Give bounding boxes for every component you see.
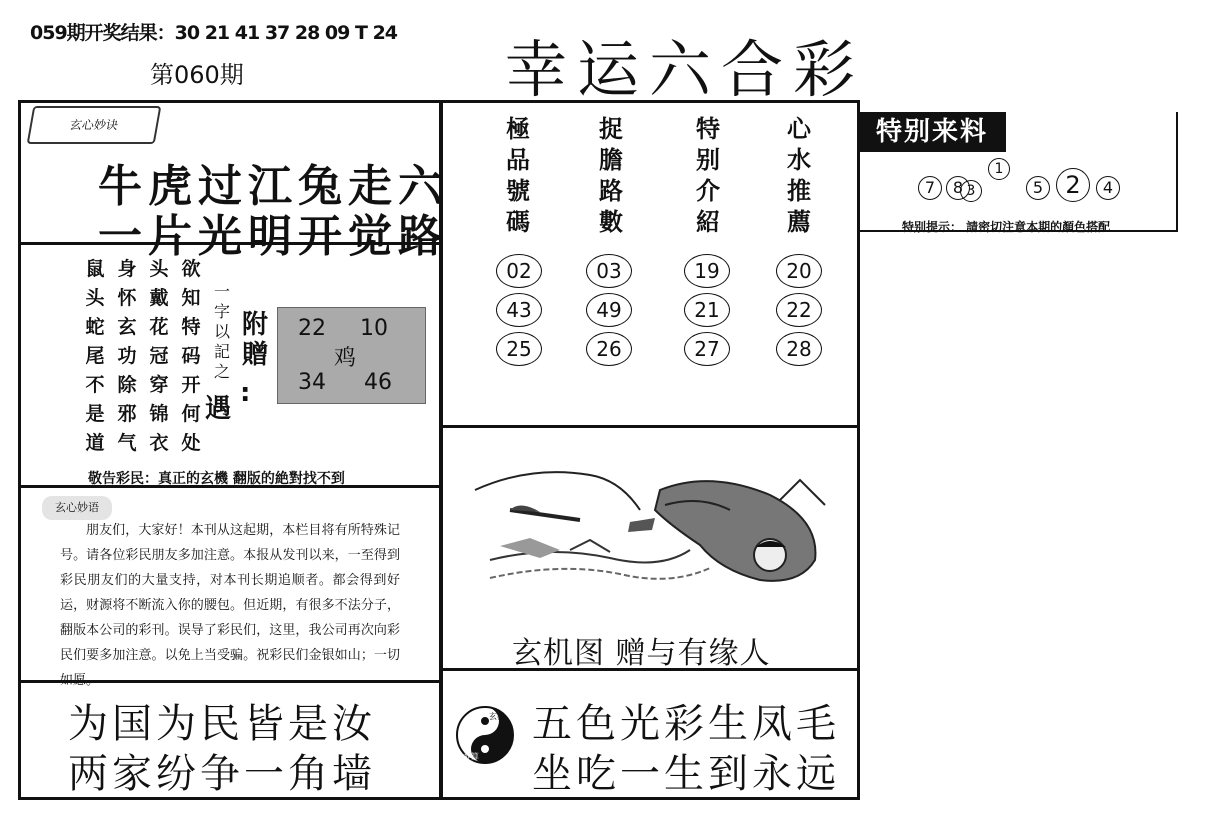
verse-char: 头 (85, 287, 105, 309)
illustration-caption: 玄机图 赠与有缘人 (512, 636, 771, 671)
verse-char: 道 (85, 432, 105, 454)
header-char: 紹 (696, 207, 720, 236)
header-char: 捉 (599, 114, 623, 143)
middle-poem-line-2: 坐吃一生到永远 (532, 751, 840, 797)
header-char: 路 (599, 176, 623, 205)
verse-column-2 (114, 255, 140, 458)
gift-number: 22 (298, 316, 326, 341)
special-number: 8 (946, 176, 970, 200)
header-column-4 (784, 113, 814, 237)
notice-text: 敬告彩民：真正的玄機 翻版的絶對找不到 (88, 471, 345, 487)
special-number: 5 (1026, 176, 1050, 200)
verse-char: 气 (117, 432, 137, 454)
divider (440, 425, 860, 428)
verse-char: 尾 (85, 345, 105, 367)
verse-char: 怀 (117, 287, 137, 309)
verse-char: 不 (85, 374, 105, 396)
verse-char: 是 (85, 403, 105, 425)
verse-column-3 (146, 255, 172, 458)
header-column-2 (596, 113, 626, 237)
header-char: 極 (506, 114, 530, 143)
special-number: 7 (918, 176, 942, 200)
page-title: 幸运六合彩 (505, 33, 866, 106)
header-char: 介 (696, 176, 720, 205)
circled-number: 27 (684, 332, 730, 366)
verse-char: 衣 (149, 432, 169, 454)
verse-char: 处 (181, 432, 201, 454)
gift-number: 46 (364, 370, 392, 395)
verse-column-1 (82, 255, 108, 458)
last-draw-result: 059期开奖结果：30 21 41 37 28 09 T 24 (30, 22, 398, 44)
special-number: 1 (988, 158, 1010, 180)
gift-number: 10 (360, 316, 388, 341)
header-char: 水 (787, 145, 811, 174)
special-number: 3 (960, 180, 982, 202)
special-tip: 特别提示： 請密切注意本期的顏色搭配 (902, 220, 1111, 234)
verse-char: 何 (181, 403, 201, 425)
fu-zeng-label: 附贈 (242, 310, 269, 370)
bottom-poem-line-2: 两家纷争一角墙 (68, 751, 376, 797)
verse-char: 功 (117, 345, 137, 367)
verse-char: 邪 (117, 403, 137, 425)
gift-number: 34 (298, 370, 326, 395)
circled-number: 03 (586, 254, 632, 288)
verse-char: 玄 (117, 316, 137, 338)
verse-char: 蛇 (85, 316, 105, 338)
header-char: 膽 (599, 145, 623, 174)
verse-char: 欲 (181, 258, 201, 280)
middle-poem-line-1: 五色光彩生凤毛 (532, 701, 840, 747)
verse-char: 头 (149, 258, 169, 280)
side-note-last: 遇 (205, 394, 232, 424)
header-char: 號 (506, 176, 530, 205)
verse-char: 身 (117, 258, 137, 280)
verse-column-4 (178, 255, 204, 458)
special-number: 2 (1056, 168, 1090, 202)
header-char: 别 (696, 145, 720, 174)
verse-char: 花 (149, 316, 169, 338)
verse-char: 特 (181, 316, 201, 338)
header-char: 數 (599, 207, 623, 236)
verse-char: 穿 (149, 374, 169, 396)
verse-char: 戴 (149, 287, 169, 309)
riddle-illustration (470, 450, 840, 610)
circled-number: 20 (776, 254, 822, 288)
side-note: 一字以記之 (213, 282, 230, 381)
special-number: 4 (1096, 176, 1120, 200)
header-char: 品 (506, 145, 530, 174)
circled-number: 43 (496, 293, 542, 327)
header-column-3 (693, 113, 723, 237)
verse-char: 除 (117, 374, 137, 396)
verse-char: 知 (181, 287, 201, 309)
gift-animal: 鸡 (334, 346, 357, 371)
special-title: 特别来料 (858, 112, 1006, 152)
header-char: 特 (696, 114, 720, 143)
circled-number: 49 (586, 293, 632, 327)
verse-char: 鼠 (85, 258, 105, 280)
bottom-poem-line-1: 为国为民皆是汝 (68, 701, 376, 747)
circled-number: 02 (496, 254, 542, 288)
gift-box (277, 307, 426, 404)
yinyang-label: 玄機 (489, 712, 505, 721)
fu-zeng-colon: : (240, 378, 251, 408)
issue-number: 第060期 (150, 61, 244, 89)
poem-line-1: 牛虎过江兔走六 (98, 161, 448, 212)
circled-number: 19 (684, 254, 730, 288)
yin-yang-icon (455, 705, 515, 765)
header-char: 薦 (787, 207, 811, 236)
verse-char: 开 (181, 374, 201, 396)
stamp-label-2: 玄心妙语 (42, 496, 112, 520)
header-column-1 (503, 113, 533, 237)
announcement-paragraph: 朋友们，大家好！本刊从这起期，本栏目将有所特殊记号。请各位彩民朋友多加注意。本报从发刊以来，一至得到彩民朋友们的大量支持，对本刊长期追顺者。都会得到好运，财源将不断流入你的腰包。但近期，有很多不法分子，翻版本公司的彩刊。误导了彩民们，这里，我公司再次向彩民们要多加注意。以免上当受骗。祝彩民们金银如山；一切如愿。 (60, 523, 400, 688)
header-char: 碼 (506, 207, 530, 236)
circled-number: 21 (684, 293, 730, 327)
circled-number: 25 (496, 332, 542, 366)
circled-number: 26 (586, 332, 632, 366)
verse-char: 锦 (149, 403, 169, 425)
header-char: 推 (787, 176, 811, 205)
circled-number: 22 (776, 293, 822, 327)
poem-line-2: 一片光明开觉路 (98, 211, 448, 262)
verse-char: 码 (181, 345, 201, 367)
stamp-label: 玄心妙诀 (27, 106, 162, 144)
yinyang-label: 神算 (463, 752, 479, 761)
circled-number: 28 (776, 332, 822, 366)
header-char: 心 (787, 114, 811, 143)
verse-char: 冠 (149, 345, 169, 367)
